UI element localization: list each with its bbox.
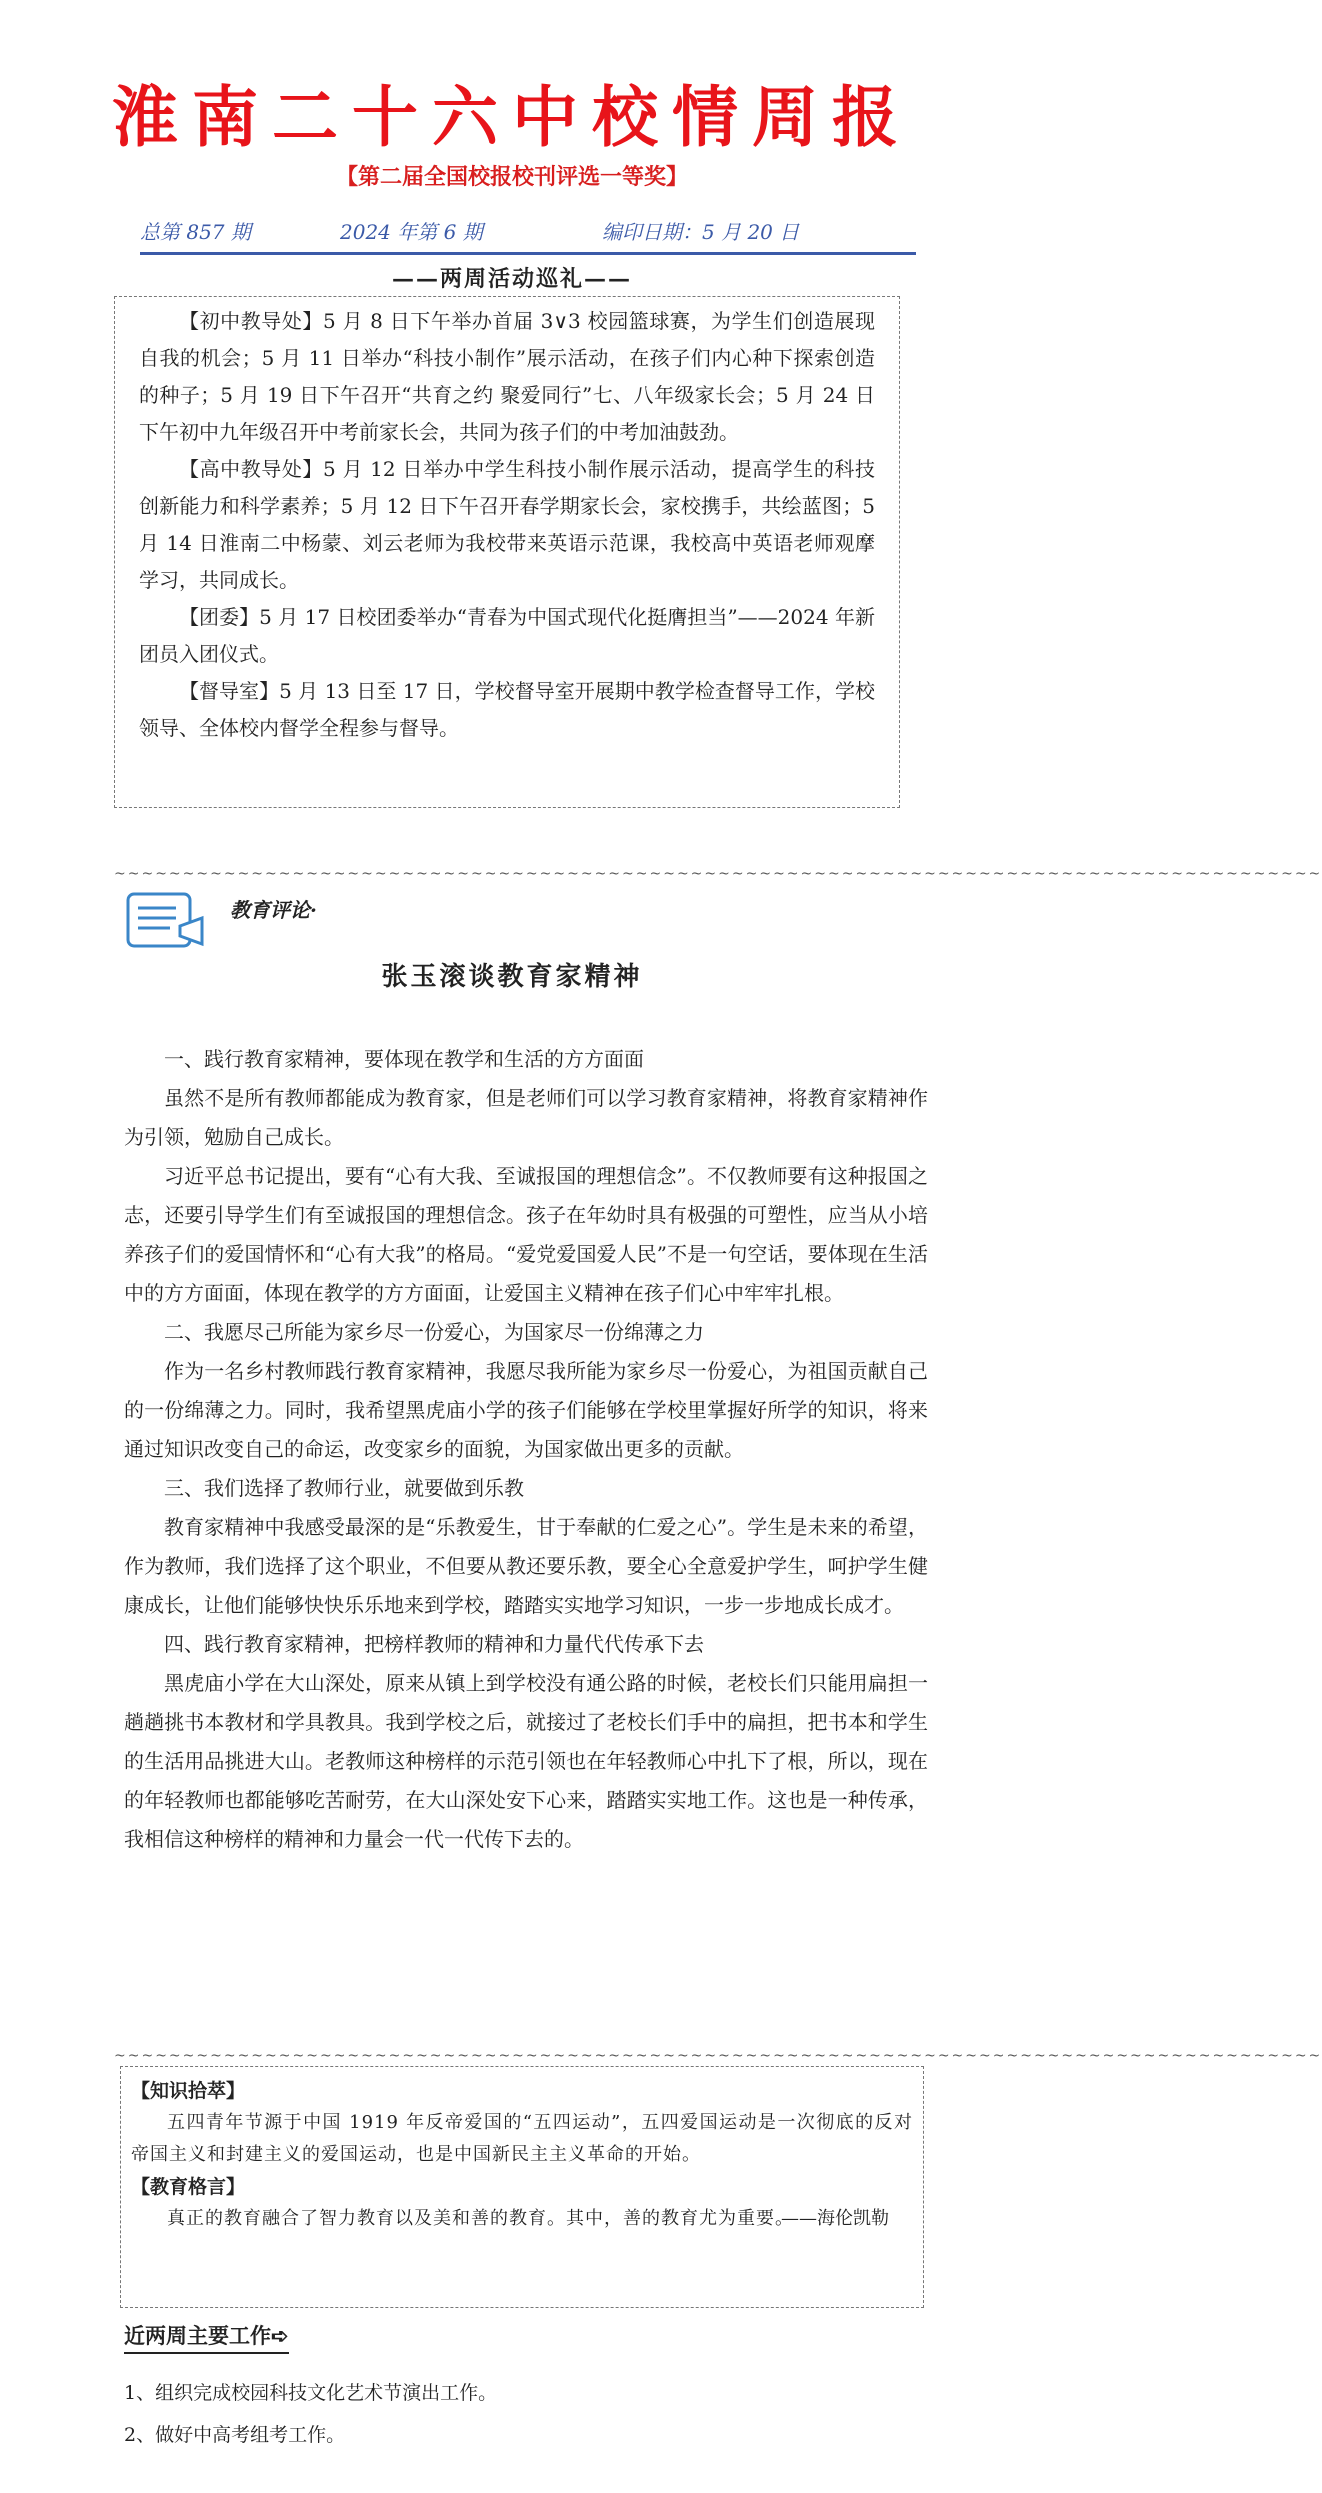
activity-item: 【高中教导处】5 月 12 日举办中学生科技小制作展示活动，提高学生的科技创新能力和科学素养；5 月 12 日下午召开春学期家长会，家校携手，共绘蓝图；5 月 14 日淮南二中杨蒙、刘云老师为我校带来英语示范课，我校高中英语老师观摩学习，共同成长。 bbox=[139, 457, 875, 592]
activities-box bbox=[114, 296, 900, 808]
motto-author: ——海伦凯勒 bbox=[781, 2208, 889, 2229]
article-body bbox=[124, 1040, 928, 1859]
article-title: 张玉滚谈教育家精神 bbox=[381, 962, 643, 992]
article-paragraph: 作为一名乡村教师践行教育家精神，我愿尽我所能为家乡尽一份爱心，为祖国贡献自己的一份绵薄之力。同时，我希望黑虎庙小学的孩子们能够在学校里掌握好所学的知识，将来通过知识改变自己的命运，改变家乡的面貌，为国家做出更多的贡献。 bbox=[124, 1359, 928, 1461]
knowledge-box bbox=[120, 2066, 924, 2308]
activity-item: 【团委】5 月 17 日校团委举办“青春为中国式现代化挺膺担当”——2024 年新团员入团仪式。 bbox=[139, 605, 875, 666]
work-item: 1、组织完成校园科技文化艺术节演出工作。 bbox=[124, 2382, 498, 2404]
motto-heading: 【教育格言】 bbox=[131, 2176, 246, 2198]
article-paragraph: 教育家精神中我感受最深的是“乐教爱生，甘于奉献的仁爱之心”。学生是未来的希望，作为教师，我们选择了这个职业，不但要从教还要乐教，要全心全意爱护学生，呵护学生健康成长，让他们能够快快乐乐地来到学校，踏踏实实地学习知识，一步一步地成长成才。 bbox=[124, 1515, 928, 1617]
work-item: 2、做好中高考组考工作。 bbox=[124, 2424, 346, 2446]
article-subheading: 四、践行教育家精神，把榜样教师的精神和力量代代传承下去 bbox=[164, 1632, 704, 1656]
masthead-title: 淮南二十六中校情周报 bbox=[112, 79, 912, 156]
header-rule bbox=[140, 252, 916, 255]
column-label: 教育评论· bbox=[230, 898, 317, 922]
article-subheading: 三、我们选择了教师行业，就要做到乐教 bbox=[164, 1476, 524, 1500]
article-subheading: 一、践行教育家精神，要体现在教学和生活的方方面面 bbox=[164, 1047, 644, 1071]
print-date: 编印日期：5 月 20 日 bbox=[602, 220, 800, 244]
article-paragraph: 习近平总书记提出，要有“心有大我、至诚报国的理想信念”。不仅教师要有这种报国之志，还要引导学生们有至诚报国的理想信念。孩子在年幼时具有极强的可塑性，应当从小培养孩子们的爱国情怀和“心有大我”的格局。“爱党爱国爱人民”不是一句空话，要体现在生活中的方方面面，体现在教学的方方面面，让爱国主义精神在孩子们心中牢牢扎根。 bbox=[124, 1164, 928, 1305]
activity-item: 【初中教导处】5 月 8 日下午举办首届 3∨3 校园篮球赛，为学生们创造展现自我的机会；5 月 11 日举办“科技小制作”展示活动，在孩子们内心种下探索创造的种子；5 月 19 日下午召开“共育之约 聚爱同行”七、八年级家长会；5 月 24 日下午初中九年级召开中考前家长会，共同为孩子们的中考加油鼓劲。 bbox=[139, 309, 875, 444]
divider: ~~~~~~~~~~~~~~~~~~~~~~~~~~~~~~~~~~~~~~~~~~~~~~~~~~~~~~~~~~~~~~~~~~~~~~~~~~~~~~~~~~~~~~~~ bbox=[114, 866, 1322, 882]
knowledge-text: 五四青年节源于中国 1919 年反帝爱国的“五四运动”，五四爱国运动是一次彻底的反对帝国主义和封建主义的爱国运动，也是中国新民主主义革命的开始。 bbox=[131, 2112, 913, 2165]
document-icon bbox=[126, 888, 208, 954]
article-subheading: 二、我愿尽己所能为家乡尽一份爱心，为国家尽一份绵薄之力 bbox=[164, 1320, 704, 1344]
issue-total: 总第 857 期 bbox=[140, 220, 251, 244]
knowledge-heading: 【知识拾萃】 bbox=[131, 2080, 246, 2102]
work-heading: 近两周主要工作➪ bbox=[124, 2320, 289, 2354]
activities-heading: ——两周活动巡礼—— bbox=[391, 266, 632, 292]
award-banner: 【第二届全国校报校刊评选一等奖】 bbox=[335, 165, 688, 190]
motto-text: 真正的教育融合了智力教育以及美和善的教育。其中，善的教育尤为重要。 bbox=[167, 2208, 794, 2229]
article-paragraph: 虽然不是所有教师都能成为教育家，但是老师们可以学习教育家精神，将教育家精神作为引领，勉励自己成长。 bbox=[124, 1086, 928, 1149]
activity-item: 【督导室】5 月 13 日至 17 日，学校督导室开展期中教学检查督导工作，学校领导、全体校内督学全程参与督导。 bbox=[139, 679, 875, 740]
article-paragraph: 黑虎庙小学在大山深处，原来从镇上到学校没有通公路的时候，老校长们只能用扁担一趟趟挑书本教材和学具教具。我到学校之后，就接过了老校长们手中的扁担，把书本和学生的生活用品挑进大山。老教师这种榜样的示范引领也在年轻教师心中扎下了根，所以，现在的年轻教师也都能够吃苦耐劳，在大山深处安下心来，踏踏实实地工作。这也是一种传承，我相信这种榜样的精神和力量会一代一代传下去的。 bbox=[124, 1671, 928, 1851]
issue-year: 2024 年第 6 期 bbox=[340, 220, 483, 244]
divider: ~~~~~~~~~~~~~~~~~~~~~~~~~~~~~~~~~~~~~~~~~~~~~~~~~~~~~~~~~~~~~~~~~~~~~~~~~~~~~~~~~~~~~~~~ bbox=[114, 2048, 1322, 2064]
